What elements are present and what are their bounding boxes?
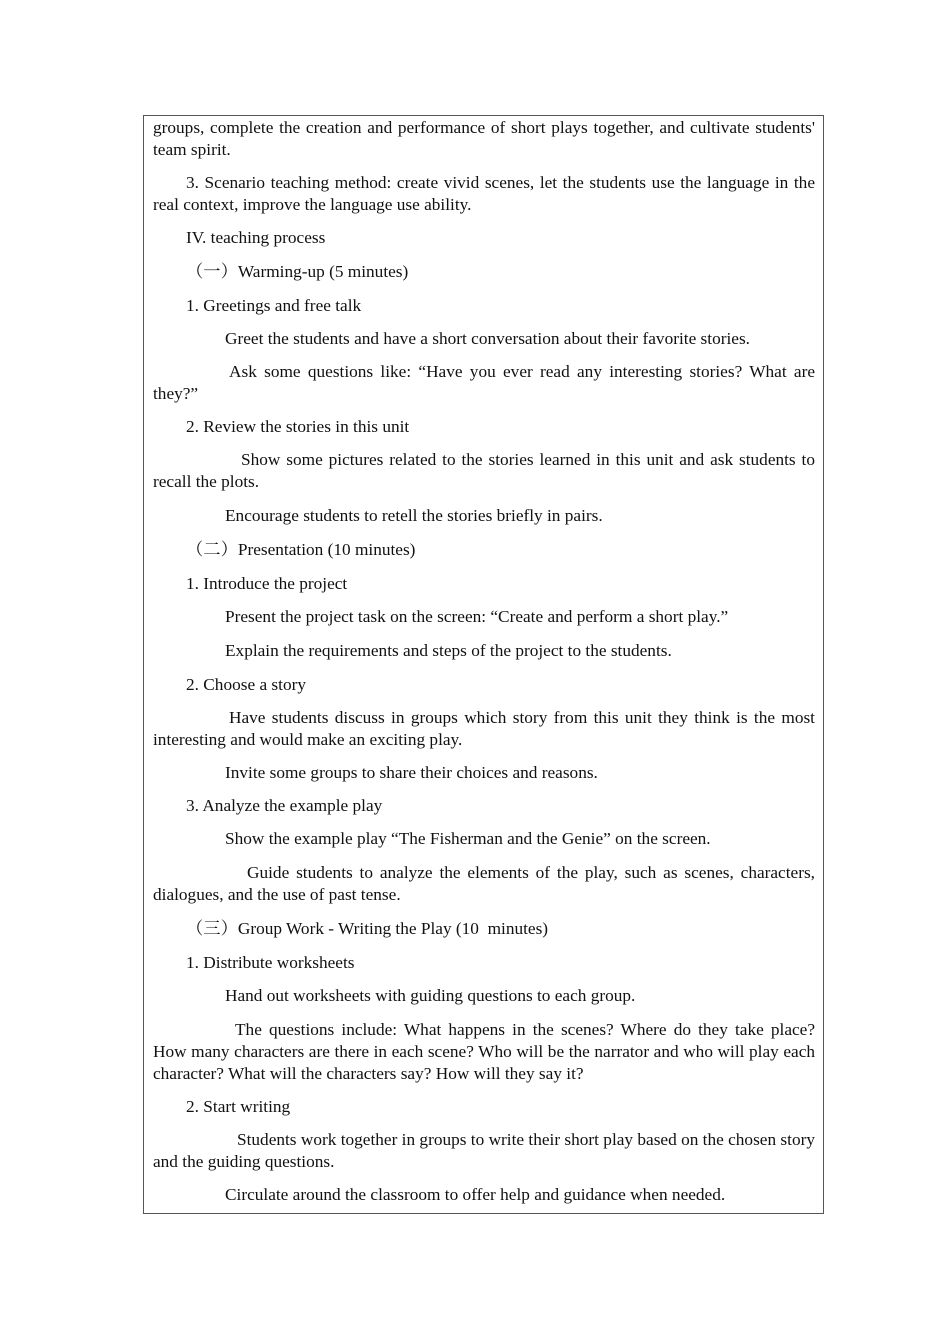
paragraph: Students work together in groups to write their short play based on the chosen story and the guiding questions. xyxy=(153,1130,815,1171)
subheading: 2. Choose a story xyxy=(186,675,306,694)
paragraph: The questions include: What happens in the scenes? Where do they take place? How many characters are there in each scene? Who will be the narrator and who will play each character? What will the characters say? How will they say it? xyxy=(153,1020,815,1083)
paragraph: Encourage students to retell the stories briefly in pairs. xyxy=(225,506,603,525)
paragraph: Present the project task on the screen: “Create and perform a short play.” xyxy=(225,607,729,626)
paragraph: Ask some questions like: “Have you ever read any interesting stories? What are they?” xyxy=(153,362,815,403)
paragraph: Explain the requirements and steps of the project to the students. xyxy=(225,641,672,660)
subheading: 1. Greetings and free talk xyxy=(186,296,362,315)
paragraph: groups, complete the creation and performance of short plays together, and cultivate students' team spirit. xyxy=(153,118,815,159)
section-heading: （二）Presentation (10 minutes) xyxy=(186,540,416,559)
section-heading: （一）Warming-up (5 minutes) xyxy=(186,262,409,281)
paragraph: Circulate around the classroom to offer help and guidance when needed. xyxy=(225,1185,726,1204)
subheading: 1. Introduce the project xyxy=(186,574,348,593)
paragraph: Hand out worksheets with guiding questions to each group. xyxy=(225,986,636,1005)
paragraph: Invite some groups to share their choices and reasons. xyxy=(225,763,598,782)
paragraph: Have students discuss in groups which story from this unit they think is the most interesting and would make an exciting play. xyxy=(153,708,815,749)
paragraph: Greet the students and have a short conversation about their favorite stories. xyxy=(225,329,750,348)
paragraph: Guide students to analyze the elements of the play, such as scenes, characters, dialogues, and the use of past tense. xyxy=(153,863,815,904)
subheading: 2. Start writing xyxy=(186,1097,291,1116)
subheading: 2. Review the stories in this unit xyxy=(186,417,410,436)
paragraph: Show the example play “The Fisherman and the Genie” on the screen. xyxy=(225,829,711,848)
paragraph: Show some pictures related to the stories learned in this unit and ask students to recall the plots. xyxy=(153,450,815,491)
paragraph: 3. Scenario teaching method: create vivid scenes, let the students use the language in the real context, improve the language use ability. xyxy=(153,173,815,214)
subheading: 3. Analyze the example play xyxy=(186,796,383,815)
subheading: 1. Distribute worksheets xyxy=(186,953,355,972)
section-heading: （三）Group Work - Writing the Play (10 minutes) xyxy=(186,919,549,938)
section-heading: IV. teaching process xyxy=(186,228,326,247)
